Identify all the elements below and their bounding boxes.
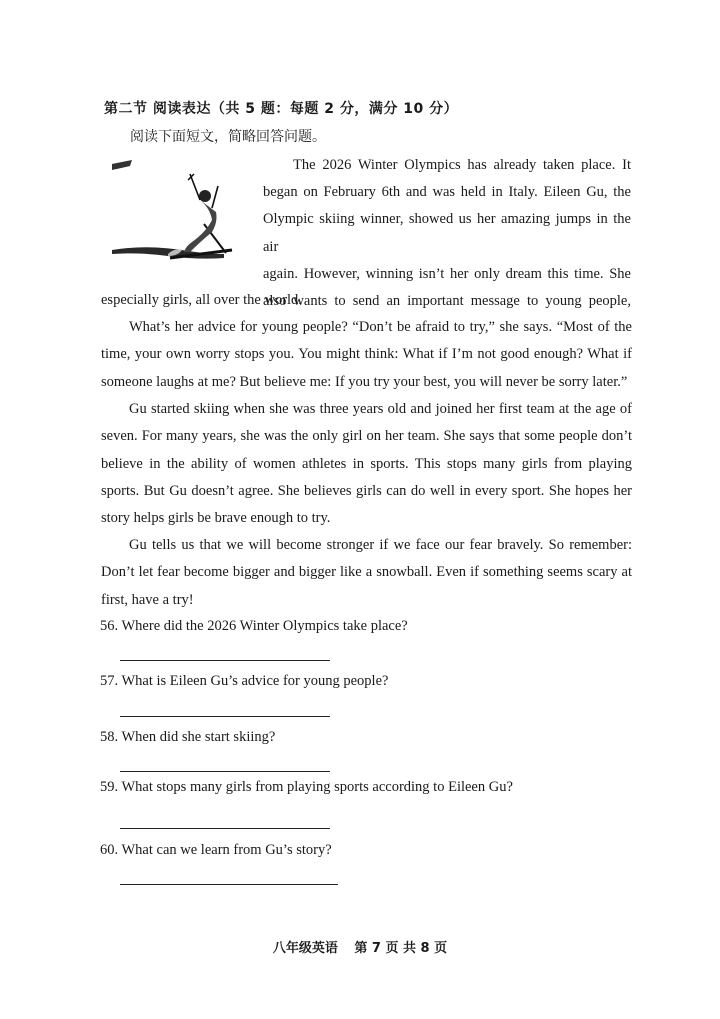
- question-60: 60. What can we learn from Gu’s story?: [100, 842, 332, 858]
- p2-text: What’s her advice for young people? “Don’t be afraid to try,” she says. “Most of the time, your own worry stops you. You might think: What if I’m not good enough? What if someone laughs at me? But believe me: If you try your best, you will never be sorry later.”: [101, 319, 632, 390]
- question-56: 56. Where did the 2026 Winter Olympics take place?: [100, 618, 408, 634]
- answer-line-57[interactable]: [120, 716, 330, 717]
- p1-line: began on February 6th and was held in Italy. Eileen Gu, the: [263, 184, 631, 201]
- passage-paragraph-3: [101, 396, 632, 532]
- skier-photo: [108, 156, 253, 281]
- page-footer: [0, 937, 720, 956]
- question-59: 59. What stops many girls from playing sports according to Eileen Gu?: [100, 779, 513, 795]
- answer-line-58[interactable]: [120, 771, 330, 772]
- answer-line-56[interactable]: [120, 660, 330, 661]
- answer-line-59[interactable]: [120, 828, 330, 829]
- p1-line: again. However, winning isn’t her only dream this time. She: [263, 265, 631, 282]
- p1-line: The 2026 Winter Olympics has already taken place. It: [293, 157, 631, 173]
- p1-tail: especially girls, all over the world.: [101, 292, 302, 308]
- passage-paragraph-4: [101, 532, 632, 614]
- instruction-text: 阅读下面短文，简略回答问题。: [130, 129, 326, 145]
- question-57: 57. What is Eileen Gu’s advice for young people?: [100, 673, 389, 689]
- answer-line-60[interactable]: [120, 884, 338, 885]
- p1-line: Olympic skiing winner, showed us her amazing jumps in the air: [263, 211, 631, 255]
- p4-text: Gu tells us that we will become stronger if we face our fear bravely. So remember: Don’t let fear become bigger and bigger like a snowball. Even if something seems scary at first, have a try!: [101, 537, 632, 608]
- question-58: 58. When did she start skiing?: [100, 729, 276, 745]
- footer-subject: 八年级英语: [272, 941, 338, 956]
- p1-line: also wants to send an important message to young people,: [263, 293, 631, 310]
- section-title: 第二节 阅读表达（共 5 题：每题 2 分，满分 10 分）: [104, 101, 459, 117]
- passage-paragraph-2: [101, 314, 632, 396]
- p3-text: Gu started skiing when she was three years old and joined her first team at the age of seven. For many years, she was the only girl on her team. She says that some people don’t believe in the ability of women athletes in sports. This stops many girls from playing sports. But Gu doesn’t agree. She believes girls can do well in every sport. She hopes her story helps girls be brave enough to try.: [101, 401, 632, 527]
- footer-page-number: 第 7 页 共 8 页: [354, 941, 448, 956]
